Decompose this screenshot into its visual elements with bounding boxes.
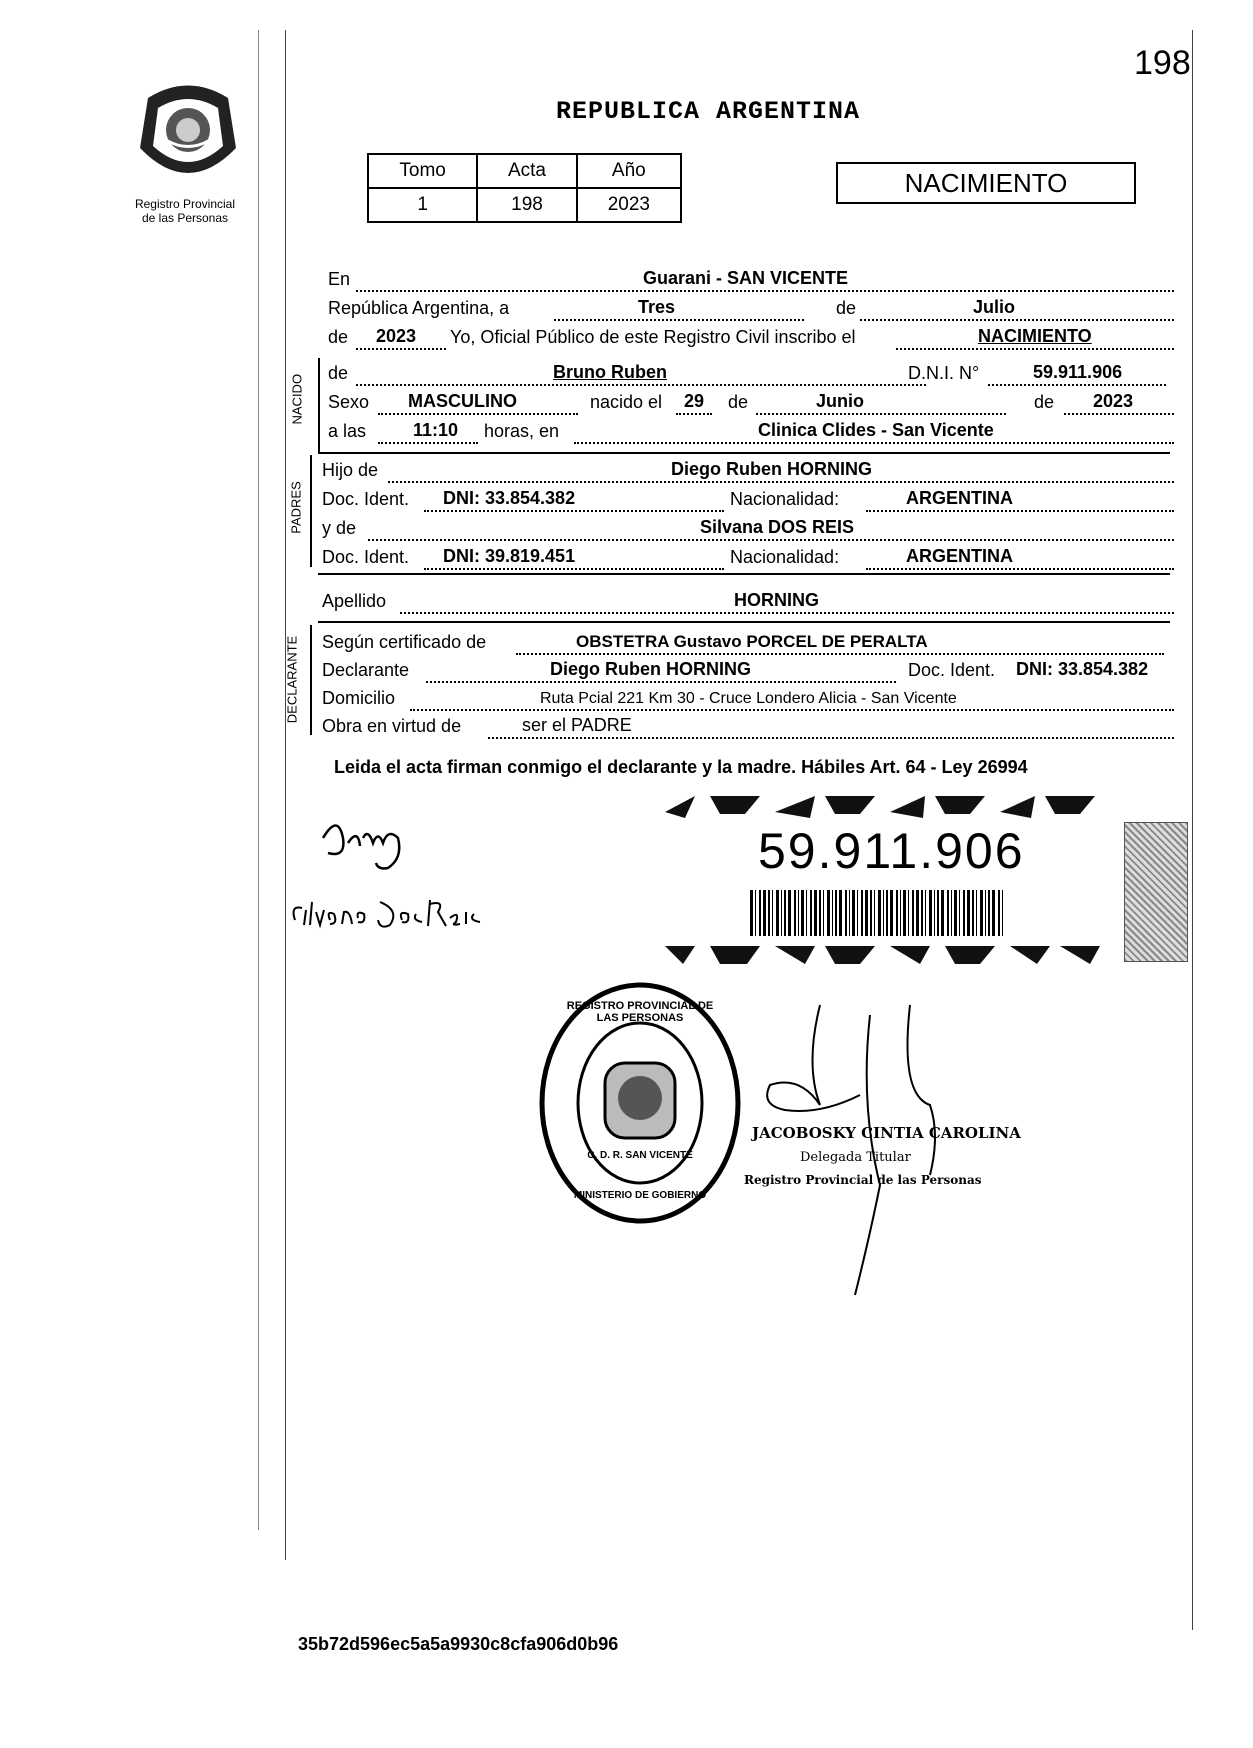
- label-sexo: Sexo: [328, 392, 370, 412]
- barcode-bar: [852, 890, 855, 936]
- barcode-bar: [810, 890, 812, 936]
- label-republica: República Argentina, a: [328, 298, 510, 318]
- dotted-line: [554, 319, 804, 321]
- value-mes: Julio: [973, 297, 1016, 317]
- label-en: En: [328, 269, 351, 289]
- barcode-bar: [835, 890, 837, 936]
- dotted-line: [424, 568, 724, 570]
- barcode-bar: [827, 890, 830, 936]
- barcode-bar: [763, 890, 766, 936]
- barcode-bar: [963, 890, 965, 936]
- barcode-bar: [759, 890, 761, 936]
- barcode-bar: [768, 890, 770, 936]
- official-signature: [760, 985, 960, 1310]
- padres-section-bar: [310, 455, 312, 567]
- dotted-line: [356, 384, 926, 386]
- barcode-bar: [861, 890, 863, 936]
- barcode-bar: [903, 890, 906, 936]
- label-yo-oficial: Yo, Oficial Público de este Registro Civil inscribo el: [450, 327, 856, 347]
- label-domicilio: Domicilio: [322, 688, 396, 708]
- dotted-line: [896, 348, 1174, 350]
- value-obra: ser el PADRE: [522, 715, 632, 735]
- label-dni: D.N.I. N°: [908, 363, 980, 383]
- label-doc-ident3: Doc. Ident.: [908, 660, 996, 680]
- value-lugar-nac: Clinica Clides - San Vicente: [758, 420, 994, 440]
- value-acta: 198: [477, 188, 576, 222]
- reference-table: [367, 153, 682, 223]
- logo-caption: [110, 197, 260, 225]
- label-obra: Obra en virtud de: [322, 716, 462, 736]
- row-nombre: [328, 358, 1174, 388]
- dotted-line: [356, 290, 1174, 292]
- label-apellido: Apellido: [322, 591, 387, 611]
- barcode-bar: [823, 890, 824, 936]
- label-doc-ident1: Doc. Ident.: [322, 489, 410, 509]
- barcode: [748, 890, 1008, 941]
- value-apellido: HORNING: [734, 590, 819, 610]
- barcode-bar: [784, 890, 786, 936]
- stamp-ring-text: REGISTRO PROVINCIAL DE LAS PERSONAS: [566, 1000, 714, 1024]
- row-hora: [328, 416, 1174, 446]
- logo-caption-line1: Registro Provincial: [134, 197, 236, 211]
- label-y-de: y de: [322, 518, 357, 538]
- barcode-bar: [929, 890, 932, 936]
- barcode-bar: [794, 890, 796, 936]
- barcode-bar: [959, 890, 960, 936]
- dotted-line: [424, 510, 724, 512]
- row-apellido: [322, 586, 1174, 616]
- document-hash: 35b72d596ec5a5a9930c8cfa906d0b96: [298, 1634, 619, 1654]
- logo-caption-line2: de las Personas: [141, 211, 229, 225]
- value-nombre: Bruno Ruben: [553, 362, 667, 382]
- label-nacionalidad2: Nacionalidad:: [730, 547, 840, 567]
- label-nacionalidad1: Nacionalidad:: [730, 489, 840, 509]
- label-horas-en: horas, en: [484, 421, 560, 441]
- section-divider: [318, 573, 1170, 575]
- section-divider: [318, 621, 1170, 623]
- dotted-line: [676, 413, 712, 415]
- barcode-bar: [814, 890, 817, 936]
- document-type-box: NACIMIENTO: [836, 162, 1136, 204]
- row-certificado: [322, 627, 1174, 657]
- value-madre: Silvana DOS REIS: [700, 517, 855, 537]
- barcode-bar: [900, 890, 901, 936]
- section-label-nacido: NACIDO: [289, 373, 305, 425]
- row-obra: [322, 711, 1174, 741]
- barcode-bar: [908, 890, 909, 936]
- page-title: REPUBLICA ARGENTINA: [556, 97, 861, 126]
- barcode-bar: [921, 890, 923, 936]
- barcode-bar: [937, 890, 939, 936]
- row-republica: [328, 293, 1174, 323]
- row-declarante: [322, 655, 1174, 685]
- barcode-bar: [988, 890, 990, 936]
- row-madre-doc: [322, 542, 1174, 572]
- barcode-bar: [870, 890, 872, 936]
- dotted-line: [756, 413, 1006, 415]
- barcode-bar: [954, 890, 957, 936]
- value-nac-mes: Junio: [816, 391, 864, 411]
- barcode-bar: [819, 890, 821, 936]
- value-tipo: NACIMIENTO: [978, 326, 1092, 346]
- value-sexo: MASCULINO: [408, 391, 517, 411]
- value-padre-nac: ARGENTINA: [906, 488, 1013, 508]
- barcode-bar: [916, 890, 919, 936]
- barcode-bar: [788, 890, 791, 936]
- barcode-bar: [934, 890, 935, 936]
- barcode-bar: [798, 890, 799, 936]
- label-de-year2: de: [1034, 392, 1055, 412]
- reference-table-header: [368, 154, 681, 188]
- value-domicilio: Ruta Pcial 221 Km 30 - Cruce Londero Alicia - San Vicente: [540, 690, 957, 707]
- dotted-line: [356, 348, 446, 350]
- dotted-line: [988, 384, 1166, 386]
- official-name: JACOBOSKY CINTIA CAROLINA: [752, 1124, 1021, 1142]
- mother-signature: [290, 890, 490, 945]
- value-anio: 2023: [577, 188, 681, 222]
- label-de-mes: de: [836, 298, 857, 318]
- barcode-bar: [890, 890, 893, 936]
- dotted-line: [1064, 413, 1174, 415]
- dotted-line: [866, 568, 1174, 570]
- header-anio: Año: [577, 154, 681, 188]
- barcode-top-pattern: [665, 792, 1105, 825]
- reference-table-values: [368, 188, 681, 222]
- barcode-bottom-pattern: [665, 940, 1105, 973]
- barcode-bar: [998, 890, 1000, 936]
- barcode-bar: [883, 890, 884, 936]
- barcode-bar: [755, 890, 756, 936]
- left-inner-line: [258, 30, 259, 1530]
- row-sexo: [328, 387, 1174, 417]
- barcode-bar: [941, 890, 944, 936]
- stamp-bottom-text: MINISTERIO DE GOBIERNO: [573, 1190, 707, 1201]
- value-dia: Tres: [638, 297, 676, 317]
- declarante-section-bar: [310, 625, 312, 735]
- value-certificado: OBSTETRA Gustavo PORCEL DE PERALTA: [576, 632, 928, 651]
- value-dni-nacido: 59.911.906: [1033, 362, 1123, 382]
- official-role: Delegada Titular: [800, 1150, 911, 1165]
- father-signature: [318, 808, 428, 883]
- barcode-bar: [865, 890, 868, 936]
- barcode-bar: [912, 890, 914, 936]
- barcode-bar: [896, 890, 898, 936]
- barcode-bar: [878, 890, 881, 936]
- label-a-las: a las: [328, 421, 367, 441]
- dotted-line: [400, 612, 1174, 614]
- barcode-number: 59.911.906: [758, 823, 1025, 879]
- value-nac-anio: 2023: [1093, 391, 1134, 411]
- barcode-bar: [849, 890, 850, 936]
- label-doc-ident2: Doc. Ident.: [322, 547, 410, 567]
- barcode-bar: [874, 890, 875, 936]
- nacido-section-bar: [318, 358, 320, 452]
- left-margin-line: [285, 30, 286, 1560]
- row-y-de: [322, 513, 1174, 543]
- row-hijo-de: [322, 455, 1174, 485]
- barcode-bar: [985, 890, 986, 936]
- row-padre-doc: [322, 484, 1174, 514]
- holographic-seal: [1124, 822, 1188, 962]
- value-padre-dni: DNI: 33.854.382: [443, 488, 576, 508]
- value-anio: 2023: [376, 326, 417, 346]
- value-hora: 11:10: [413, 420, 459, 440]
- barcode-bar: [801, 890, 804, 936]
- dotted-line: [574, 442, 1174, 444]
- label-segun: Según certificado de: [322, 632, 487, 652]
- dotted-line: [368, 539, 1174, 541]
- dotted-line: [388, 481, 1174, 483]
- barcode-bar: [951, 890, 952, 936]
- value-declarante-dni: DNI: 33.854.382: [1016, 659, 1149, 679]
- barcode-bar: [980, 890, 983, 936]
- dotted-line: [378, 413, 578, 415]
- barcode-bar: [845, 890, 847, 936]
- barcode-bar: [947, 890, 949, 936]
- provincial-logo: [128, 78, 248, 188]
- barcode-bar: [857, 890, 858, 936]
- header-acta: Acta: [477, 154, 576, 188]
- barcode-bar: [925, 890, 926, 936]
- value-nac-dia: 29: [684, 391, 705, 411]
- label-declarante: Declarante: [322, 660, 410, 680]
- section-label-padres: PADRES: [288, 481, 304, 534]
- official-office: Registro Provincial de las Personas: [744, 1173, 982, 1187]
- section-divider: [318, 452, 1170, 454]
- row-year: [328, 322, 1174, 352]
- barcode-bar: [886, 890, 888, 936]
- value-tomo: 1: [368, 188, 477, 222]
- closing-statement: Leida el acta firman conmigo el declarante y la madre. Hábiles Art. 64 - Ley 26994: [334, 757, 1028, 777]
- value-lugar: Guarani - SAN VICENTE: [643, 268, 849, 288]
- barcode-bar: [776, 890, 779, 936]
- dotted-line: [860, 319, 1174, 321]
- barcode-bar: [992, 890, 995, 936]
- row-en: [328, 264, 1174, 294]
- value-declarante: Diego Ruben HORNING: [550, 659, 751, 679]
- barcode-bar: [967, 890, 970, 936]
- label-nacido-el: nacido el: [590, 392, 663, 412]
- section-label-declarante: DECLARANTE: [284, 635, 300, 724]
- dotted-line: [866, 510, 1174, 512]
- barcode-bar: [972, 890, 974, 936]
- value-madre-dni: DNI: 39.819.451: [443, 546, 576, 566]
- value-padre: Diego Ruben HORNING: [671, 459, 872, 479]
- barcode-bar: [839, 890, 842, 936]
- dotted-line: [378, 442, 478, 444]
- label-de-mes2: de: [728, 392, 749, 412]
- row-domicilio: [322, 683, 1174, 713]
- barcode-bar: [832, 890, 833, 936]
- barcode-bar: [750, 890, 753, 936]
- barcode-bar: [806, 890, 807, 936]
- stamp-inner-text: C. D. R. SAN VICENTE: [587, 1150, 693, 1161]
- label-hijo-de: Hijo de: [322, 460, 379, 480]
- dotted-line: [488, 737, 1174, 739]
- page-number: 198: [1134, 44, 1191, 82]
- barcode-bar: [781, 890, 782, 936]
- value-madre-nac: ARGENTINA: [906, 546, 1013, 566]
- barcode-bar: [772, 890, 773, 936]
- barcode-bar: [976, 890, 977, 936]
- label-de-name: de: [328, 363, 349, 383]
- header-tomo: Tomo: [368, 154, 477, 188]
- barcode-bar: [1002, 890, 1003, 936]
- label-de-year: de: [328, 327, 349, 347]
- right-margin-line: [1192, 30, 1193, 1630]
